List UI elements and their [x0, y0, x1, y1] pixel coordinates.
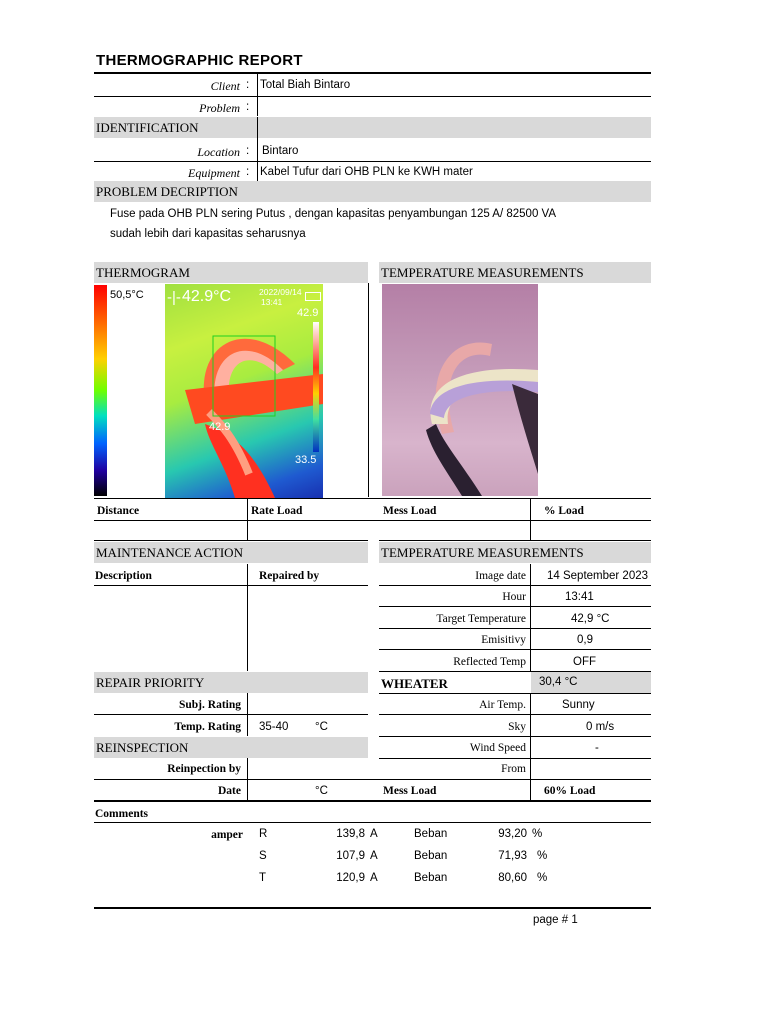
image-divider	[368, 283, 369, 497]
bar-max-label: 42.9	[297, 307, 319, 319]
repaired-by-label: Repaired by	[259, 570, 320, 582]
measurements-heading-band	[379, 542, 651, 563]
reflected-temp-label: Reflected Temp	[453, 656, 526, 668]
weather-rule-2	[379, 736, 651, 737]
visual-photo	[382, 284, 538, 496]
image-date-label: Image date	[475, 570, 526, 582]
current-s-unit: A	[370, 850, 378, 862]
emissivity-value: 0,9	[577, 634, 593, 646]
footer-rule	[94, 907, 651, 909]
identification-divider	[257, 117, 258, 181]
camera-scale-bar	[313, 322, 319, 452]
rate-load-label: Rate Load	[251, 505, 303, 517]
problem-description-heading: PROBLEM DECRIPTION	[96, 184, 238, 199]
reinspection-load-divider	[530, 779, 531, 801]
client-rule	[94, 96, 651, 97]
page-number: page # 1	[533, 914, 578, 926]
current-t: 120,9	[336, 872, 365, 884]
problem-label: Problem	[199, 101, 240, 115]
temperature-scale-bar	[94, 285, 107, 496]
wind-speed-value: -	[595, 742, 599, 754]
pct-t: 80,60	[498, 872, 527, 884]
location-value: Bintaro	[262, 145, 299, 157]
crosshair-icon: -|-	[167, 289, 181, 306]
load-row-bottom-left-rule	[94, 540, 368, 541]
beban-s-label: Beban	[414, 850, 448, 862]
beban-t-label: Beban	[414, 872, 448, 884]
maintenance-heading-band	[94, 542, 368, 563]
sky-value: 0 m/s	[586, 721, 615, 733]
report-title: THERMOGRAPHIC REPORT	[96, 52, 303, 69]
thermogram-heading-band	[94, 262, 368, 283]
pct-r: 93,20	[498, 828, 527, 840]
mess-load-label: Mess Load	[383, 505, 437, 517]
pct-s-unit: %	[537, 850, 548, 862]
weather-temp-band	[531, 672, 651, 693]
description-label: Description	[95, 570, 152, 582]
beban-r-label: Beban	[414, 828, 448, 840]
bar-min-label: 33.5	[295, 454, 317, 466]
maintenance-divider	[247, 564, 248, 671]
reflected-temp-value: OFF	[573, 656, 596, 668]
problem-description-line1: Fuse pada OHB PLN sering Putus , dengan kapasitas penyambungan 125 A/ 82500 VA	[110, 208, 557, 220]
image-date-value: 14 September 2023	[547, 570, 649, 582]
measurements-heading: TEMPERATURE MEASUREMENTS	[381, 545, 584, 560]
battery-icon	[305, 292, 321, 301]
repair-priority-heading: REPAIR PRIORITY	[96, 675, 205, 690]
distance-label: Distance	[97, 505, 140, 517]
identification-heading: IDENTIFICATION	[96, 120, 199, 135]
equipment-label: Equipment	[188, 166, 240, 180]
hour-value: 13:41	[565, 591, 594, 603]
phase-r: R	[259, 828, 268, 840]
maintenance-rule	[94, 585, 368, 586]
comments-heading: Comments	[95, 808, 149, 820]
reinspection-band	[94, 737, 368, 758]
camera-time: 13:41	[261, 297, 283, 307]
measurements-rule-4	[379, 649, 651, 650]
pct-r-unit: %	[532, 828, 543, 840]
problem-colon: :	[246, 101, 250, 113]
amper-label: amper	[211, 829, 243, 841]
reinspection-heading: REINSPECTION	[96, 740, 189, 755]
load-divider-2	[530, 498, 531, 540]
client-label: Client	[210, 79, 240, 93]
reinspection-mess-load-label: Mess Load	[383, 785, 437, 797]
problem-description-band	[94, 181, 651, 202]
spot-temperature: 42.9°C	[182, 288, 232, 305]
hour-label: Hour	[502, 591, 526, 603]
load-row-bottom-right-rule	[379, 540, 651, 541]
location-rule	[94, 161, 651, 162]
reinspection-rule	[94, 779, 651, 780]
measurements-divider	[530, 564, 531, 671]
weather-temp-value: 30,4 °C	[539, 676, 578, 688]
weather-rule-3	[379, 758, 651, 759]
current-s: 107,9	[336, 850, 365, 862]
date-label: Date	[218, 785, 241, 797]
from-label: From	[501, 763, 526, 775]
client-colon: :	[246, 79, 250, 91]
measurements-rule-2	[379, 606, 651, 607]
current-r: 139,8	[336, 828, 365, 840]
subj-rating-label: Subj. Rating	[179, 699, 241, 711]
thermogram-heading: THERMOGRAM	[96, 265, 190, 280]
comments-top-rule	[94, 800, 651, 802]
weather-rule-0	[379, 693, 651, 694]
spot-marker-label: 42.9	[209, 421, 231, 433]
phase-s: S	[259, 850, 267, 862]
target-temperature-value: 42,9 °C	[571, 613, 610, 625]
emissivity-label: Emisitivy	[481, 634, 526, 646]
location-label: Location	[197, 145, 240, 159]
thermogram-image	[165, 284, 323, 498]
repair-priority-band	[94, 672, 368, 693]
date-unit: °C	[315, 785, 328, 797]
rating-rule	[94, 714, 368, 715]
comments-rule	[94, 822, 651, 823]
temp-rating-label: Temp. Rating	[174, 721, 241, 733]
maintenance-heading: MAINTENANCE ACTION	[96, 545, 243, 560]
identification-heading-band	[94, 117, 651, 138]
load-divider-1	[247, 498, 248, 540]
temp-rating-value: 35-40	[259, 721, 289, 733]
reinspection-pct-load-label: 60% Load	[544, 785, 596, 797]
air-temp-value: Sunny	[562, 699, 595, 711]
sky-label: Sky	[508, 721, 526, 733]
title-rule	[94, 72, 651, 74]
phase-t: T	[259, 872, 267, 884]
client-divider	[257, 74, 258, 116]
equipment-colon: :	[246, 166, 250, 178]
pct-t-unit: %	[537, 872, 548, 884]
problem-description-line2: sudah lebih dari kapasitas seharusnya	[110, 228, 306, 240]
pct-load-label: % Load	[544, 505, 584, 517]
weather-rule-1	[379, 714, 651, 715]
air-temp-label: Air Temp.	[479, 699, 526, 711]
scale-max-label: 50,5°C	[110, 289, 144, 301]
temp-rating-unit: °C	[315, 721, 328, 733]
wind-speed-label: Wind Speed	[469, 742, 526, 754]
load-row-mid-rule	[94, 520, 651, 521]
cable-illustration	[382, 284, 538, 496]
weather-heading: WHEATER	[381, 676, 448, 691]
load-row-top-rule	[94, 498, 651, 499]
equipment-value: Kabel Tufur dari OHB PLN ke KWH mater	[260, 166, 473, 178]
camera-date: 2022/09/14	[259, 287, 302, 297]
location-colon: :	[246, 145, 250, 157]
pct-s: 71,93	[498, 850, 527, 862]
current-t-unit: A	[370, 872, 378, 884]
temp-measurements-heading: TEMPERATURE MEASUREMENTS	[381, 265, 584, 280]
measurements-rule-3	[379, 628, 651, 629]
reinpection-by-label: Reinpection by	[167, 763, 241, 775]
measurements-rule-1	[379, 585, 651, 586]
client-value: Total Biah Bintaro	[260, 79, 351, 91]
current-r-unit: A	[370, 828, 378, 840]
temp-measurements-heading-band	[379, 262, 651, 283]
target-temperature-label: Target Temperature	[436, 613, 526, 625]
